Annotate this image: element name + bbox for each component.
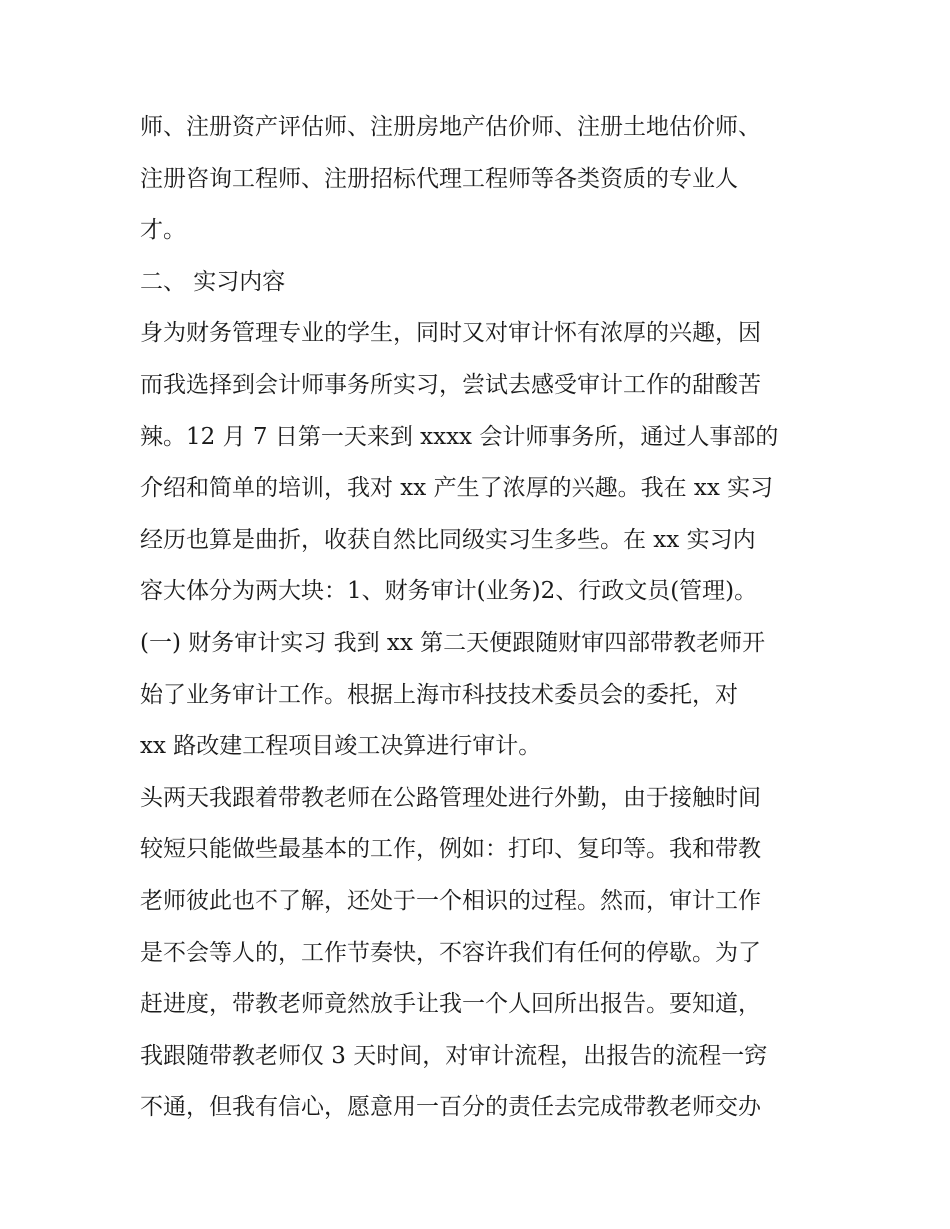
text-line: (一) 财务审计实习 我到 xx 第二天便跟随财审四部带教老师开: [140, 629, 766, 656]
text-line: 经历也算是曲折，收获自然比同级实习生多些。在 xx 实习内: [140, 526, 756, 553]
text-line: 注册咨询工程师、注册招标代理工程师等各类资质的专业人: [140, 165, 738, 192]
document-body: [140, 102, 820, 1134]
text-line: 较短只能做些最基本的工作，例如：打印、复印等。我和带教: [140, 836, 761, 863]
text-line: 才。: [140, 217, 186, 244]
text-line: 老师彼此也不了解，还处于一个相识的过程。然而，审计工作: [140, 887, 761, 914]
section-heading: 二、 实习内容: [140, 268, 286, 295]
text-line: 是不会等人的，工作节奏快，不容许我们有任何的停歇。为了: [140, 939, 761, 966]
text-line: 不通，但我有信心，愿意用一百分的责任去完成带教老师交办: [140, 1094, 761, 1121]
text-line: 容大体分为两大块：1、财务审计(业务)2、行政文员(管理)。: [140, 578, 758, 605]
text-line: xx 路改建工程项目竣工决算进行审计。: [140, 733, 542, 760]
text-line: 介绍和简单的培训，我对 xx 产生了浓厚的兴趣。我在 xx 实习: [140, 475, 774, 502]
text-line: 辣。12 月 7 日第一天来到 xxxx 会计师事务所，通过人事部的: [140, 423, 779, 450]
text-line: 而我选择到会计师事务所实习，尝试去感受审计工作的甜酸苦: [140, 371, 761, 398]
text-line: 赶进度，带教老师竟然放手让我一个人回所出报告。要知道，: [140, 991, 761, 1018]
text-line: 头两天我跟着带教老师在公路管理处进行外勤，由于接触时间: [140, 784, 761, 811]
text-line: 我跟随带教老师仅 3 天时间，对审计流程，出报告的流程一窍: [140, 1042, 768, 1069]
text-line: 身为财务管理专业的学生，同时又对审计怀有浓厚的兴趣，因: [140, 320, 761, 347]
text-line: 始了业务审计工作。根据上海市科技技术委员会的委托，对: [140, 681, 738, 708]
text-line: 师、注册资产评估师、注册房地产估价师、注册土地估价师、: [140, 114, 761, 140]
